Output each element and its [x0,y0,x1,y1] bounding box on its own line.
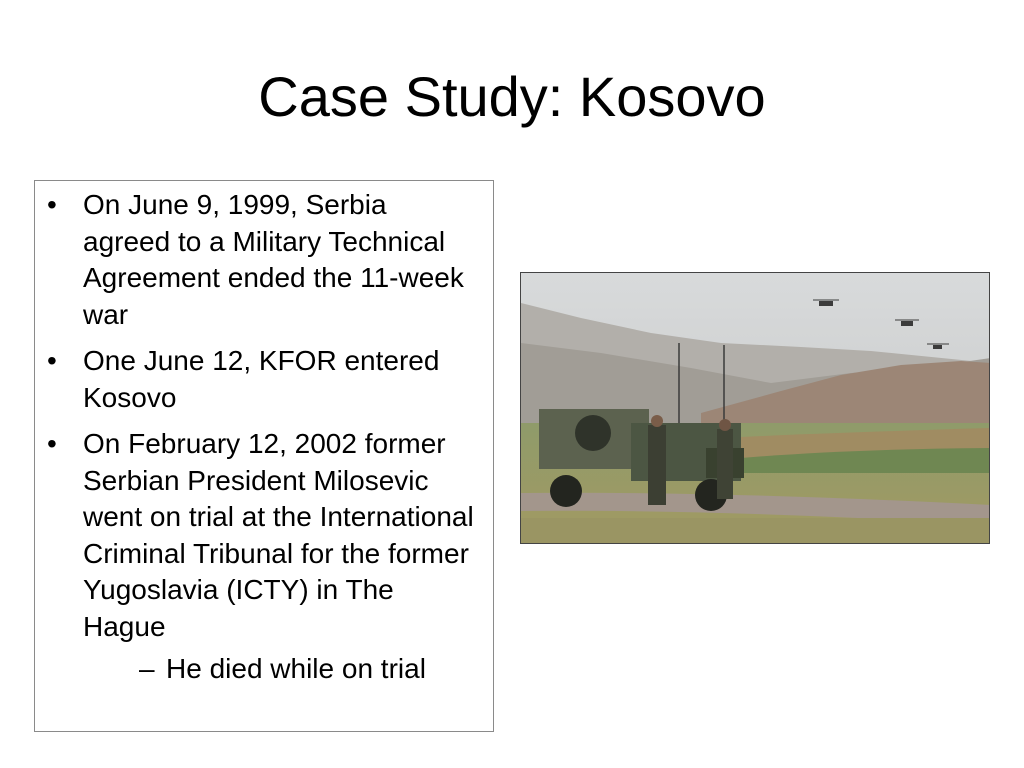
bullet-item [47,343,479,416]
bullet-list [47,187,479,688]
bullet-text: One June 12, KFOR entered Kosovo [83,345,440,413]
grass-foreground [521,518,990,544]
bullet-dot: • [47,428,57,459]
slide-title: Case Study: Kosovo [258,65,766,128]
bullet-dot: • [47,189,57,220]
bullet-item [47,187,479,333]
sub-bullet-text: He died while on trial [166,653,426,684]
sub-bullet-dash: – [139,653,155,684]
bullet-item [47,426,479,688]
bullet-text: On February 12, 2002 former Serbian President Milosevic went on trial at the International Criminal Tribunal for the former Yugoslavia (ICTY) in The Hague [83,428,474,642]
bullet-text: On June 9, 1999, Serbia agreed to a Military Technical Agreement ended the 11-week war [83,189,464,330]
photo-illustration [521,273,990,544]
sub-bullet-item [83,651,479,688]
bullet-textbox [34,180,494,732]
bullet-dot: • [47,345,57,376]
kosovo-photo [520,272,990,544]
